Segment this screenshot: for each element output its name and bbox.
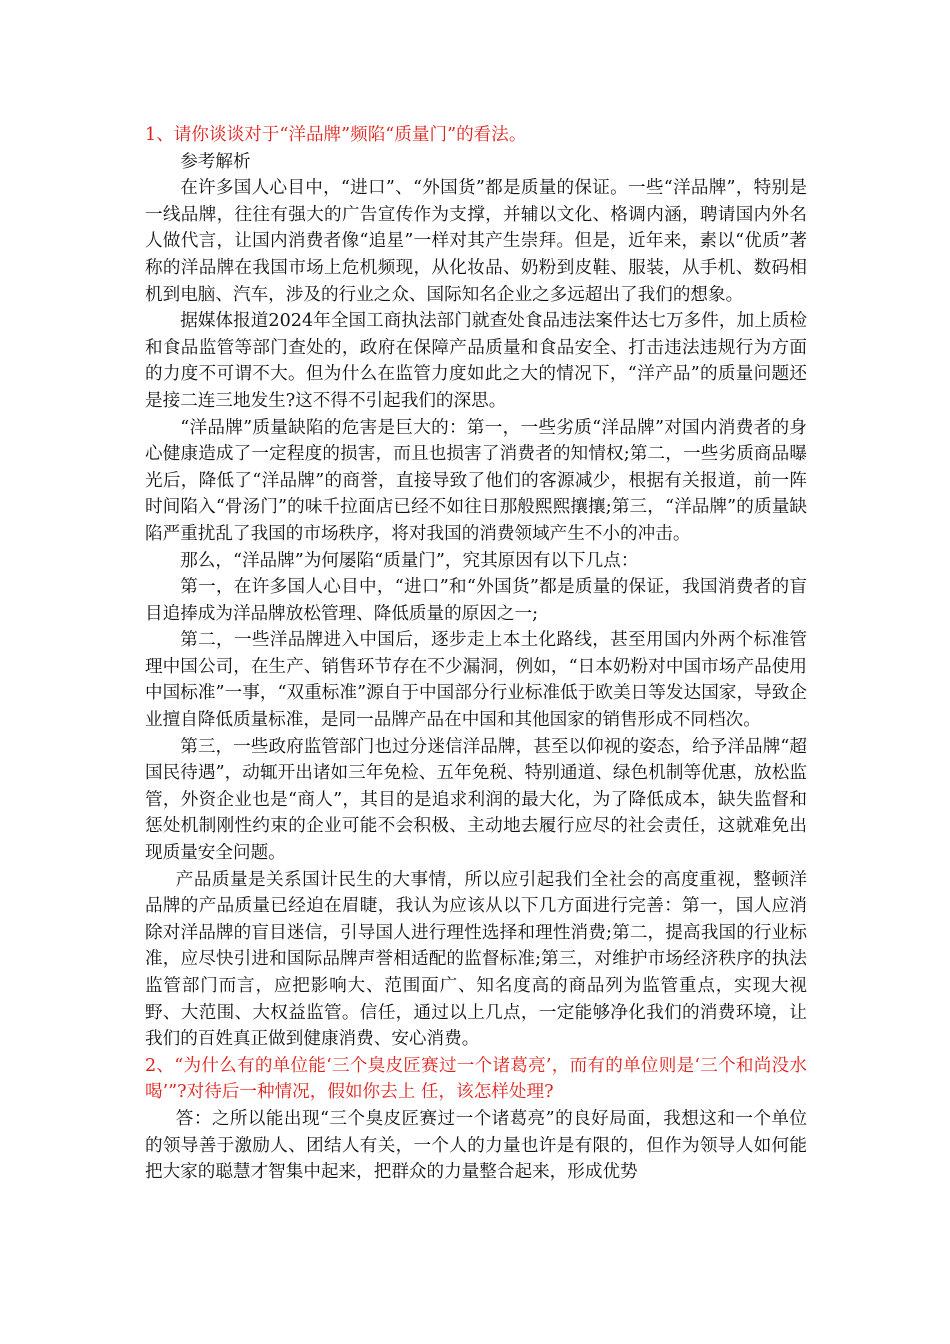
q2-answer: 答：之所以能出现“三个臭皮匠赛过一个诸葛亮”的良好局面，我想这和一个单位的领导善于激励人、团结人有关，一个人的力量也许是有限的，但作为领导人如何能把大家的聪慧才智集中起来，把群众的力量整合起来，形成优势 bbox=[145, 1108, 807, 1183]
q1-paragraph-5: 第一，在许多国人心目中，“进口”和“外国货”都是质量的保证，我国消费者的盲目追捧成为洋品牌放松管理、降低质量的原因之一; bbox=[145, 577, 807, 624]
question-1-title: 1、请你谈谈对于“洋品牌”频陷“质量门”的看法。 bbox=[145, 125, 527, 145]
q1-paragraph-6: 第二，一些洋品牌进入中国后，逐步走上本土化路线，甚至用国内外两个标准管理中国公司，在生产、销售环节存在不少漏洞，例如，“日本奶粉对中国市场产品使用中国标准”一事，“双重标准”源自于中国部分行业标准低于欧美日等发达国家，导致企业擅自降低质量标准，是同一品牌产品在中国和其他国家的销售形成不同档次。 bbox=[145, 630, 807, 731]
q1-paragraph-8: 产品质量是关系国计民生的大事情，所以应引起我们全社会的高度重视，整顿洋品牌的产品质量已经迫在眉睫，我认为应该从以下几方面进行完善：第一，国人应消除对洋品牌的盲目迷信，引导国人进行理性选择和理性消费;第二，提高我国的行业标准，应尽快引进和国际品牌声誉相适配的监督标准;第三，对维护市场经济秩序的执法监管部门而言，应把影响大、范围面广、知名度高的商品列为监管重点，实现大视野、大范围、大权益监管。信任，通过以上几点，一定能够净化我们的消费环境，让我们的百姓真正做到健康消费、安心消费。 bbox=[145, 869, 807, 1050]
q1-paragraph-4: 那么，“洋品牌”为何屡陷“质量门”，究其原因有以下几点： bbox=[180, 550, 639, 571]
q1-paragraph-7: 第三，一些政府监管部门也过分迷信洋品牌，甚至以仰视的姿态，给予洋品牌“超国民待遇”，动辄开出诸如三年免检、五年免税、特别通道、绿色机制等优惠，放松监管，外资企业也是“商人”，其目的是追求利润的最大化，为了降低成本，缺失监督和惩处机制刚性约束的企业可能不会积极、主动地去履行应尽的社会责任，这就难免出现质量安全问题。 bbox=[145, 736, 807, 864]
answer-label: 参考解析 bbox=[180, 151, 251, 172]
q1-paragraph-3: “洋品牌”质量缺陷的危害是巨大的：第一，一些劣质“洋品牌”对国内消费者的身心健康造成了一定程度的损害，而且也损害了消费者的知情权;第二，一些劣质商品曝光后，降低了“洋品牌”的商誉，直接导致了他们的客源减少，根据有关报道，前一阵时间陷入“骨汤门”的味千拉面店已经不如往日那般熙熙攘攘;第三，“洋品牌”的质量缺陷严重扰乱了我国的市场秩序，将对我国的消费领域产生不小的冲击。 bbox=[145, 417, 807, 544]
q1-paragraph-1: 在许多国人心目中，“进口”、“外国货”都是质量的保证。一些“洋品牌”，特别是一线品牌，往往有强大的广告宣传作为支撑，并辅以文化、格调内涵，聘请国内外名人做代言，让国内消费者像“追星”一样对其产生崇拜。但是，近年来，素以“优质”著称的洋品牌在我国市场上危机频现，从化妆品、奶粉到皮鞋、服装，从手机、数码相机到电脑、汽车，涉及的行业之众、国际知名企业之多远超出了我们的想象。 bbox=[145, 178, 807, 305]
document-page bbox=[145, 122, 807, 1186]
q1-paragraph-2: 据媒体报道2024年全国工商执法部门就查处食品违法案件达七万多件，加上质检和食品监管等部门查处的，政府在保障产品质量和食品安全、打击违法违规行为方面的力度不可谓不大。但为什么在监管力度如此之大的情况下，“洋产品”的质量问题还是接二连三地发生?这不得不引起我们的深思。 bbox=[145, 311, 807, 411]
question-2-title: 2、“为什么有的单位能‘三个臭皮匠赛过一个诸葛亮’，而有的单位则是‘三个和尚没水喝’”?对待后一种情况，假如你去上 任，该怎样处理? bbox=[145, 1055, 807, 1103]
